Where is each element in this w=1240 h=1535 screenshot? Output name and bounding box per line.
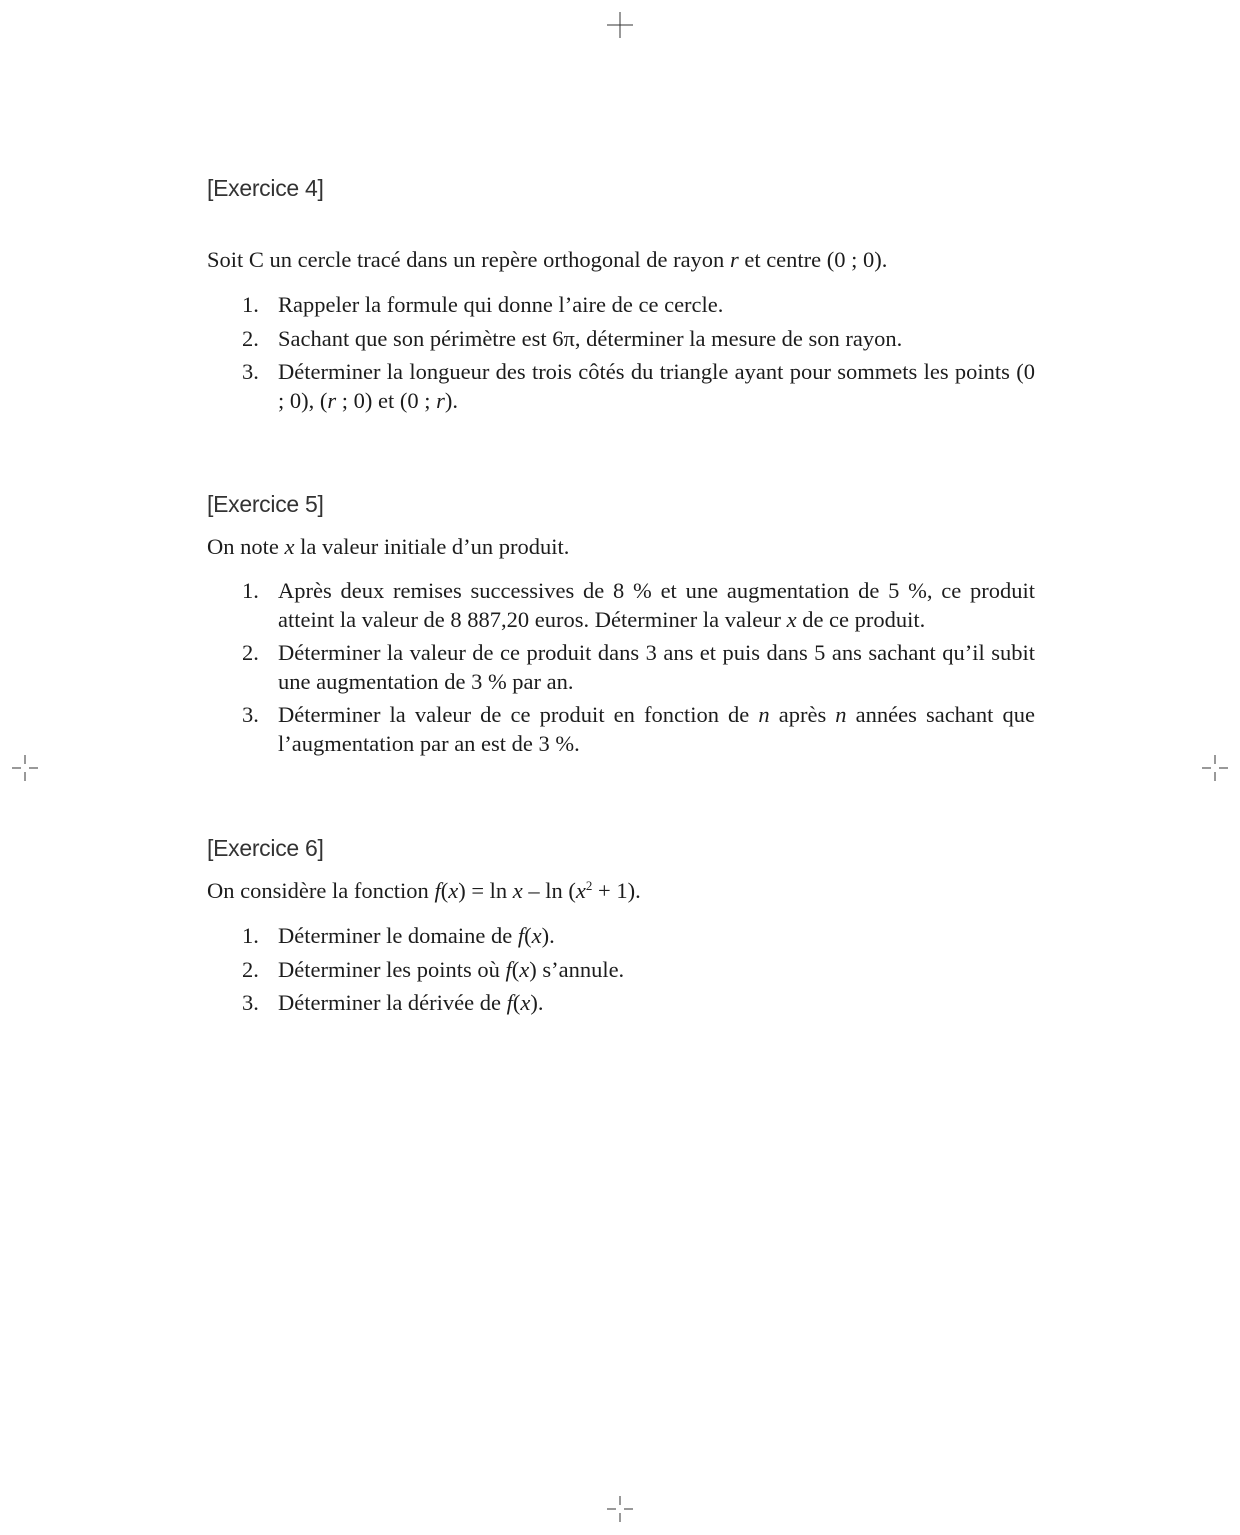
exercise-5-question-3: 3. Déterminer la valeur de ce produit en fonction de n après n années sachant que l’augmentation par an est de 3 %.	[242, 702, 1035, 756]
exercise-6-intro: On considère la fonction $f(x) = \ln x - \ln (x^2 + 1)$.	[207, 878, 641, 903]
exercise-4-question-1: 1. Rappeler la formule qui donne l’aire de ce cercle.	[242, 292, 724, 317]
crop-mark-right	[1202, 755, 1228, 781]
exercise-6-questions	[207, 922, 1035, 1023]
exercise-6-title: [Exercice 6]	[207, 835, 324, 861]
exercise-5-question-2: 2. Déterminer la valeur de ce produit dans 3 ans et puis dans 5 ans sachant qu’il subit une augmentation de 3 % par an.	[242, 640, 1035, 694]
exercise-4-question-3: 3. Déterminer la longueur des trois côtés du triangle ayant pour sommets les points (0 ; 0), (r ; 0) et (0 ; r).	[242, 359, 1035, 413]
exercise-5-questions	[207, 577, 1035, 763]
exercise-4-title: [Exercice 4]	[207, 175, 324, 201]
exercise-4-questions	[207, 291, 1035, 420]
exercise-4-intro: Soit C un cercle tracé dans un repère orthogonal de rayon r et centre (0 ; 0).	[207, 247, 888, 272]
exercise-5-intro: On note x la valeur initiale d’un produit.	[207, 534, 570, 559]
exercise-4-question-2: 2. Sachant que son périmètre est 6π, déterminer la mesure de son rayon.	[242, 325, 903, 351]
crop-mark-left	[12, 755, 38, 781]
exercise-6-question-2: 2. Déterminer les points où f(x) s’annule.	[242, 956, 625, 982]
exercise-6-question-3: 3. Déterminer la dérivée de f(x).	[242, 990, 544, 1015]
exercise-5-title: [Exercice 5]	[207, 491, 324, 517]
exercise-6-question-1: 1. Déterminer le domaine de f(x).	[242, 923, 555, 948]
exercise-5-question-1: 1. Après deux remises successives de 8 % et une augmentation de 5 %, ce produit atteint la valeur de 8 887,20 euros. Déterminer la valeur x de ce produit.	[242, 578, 1035, 632]
crop-mark-bottom	[607, 1496, 633, 1522]
crop-mark-top	[607, 12, 633, 38]
